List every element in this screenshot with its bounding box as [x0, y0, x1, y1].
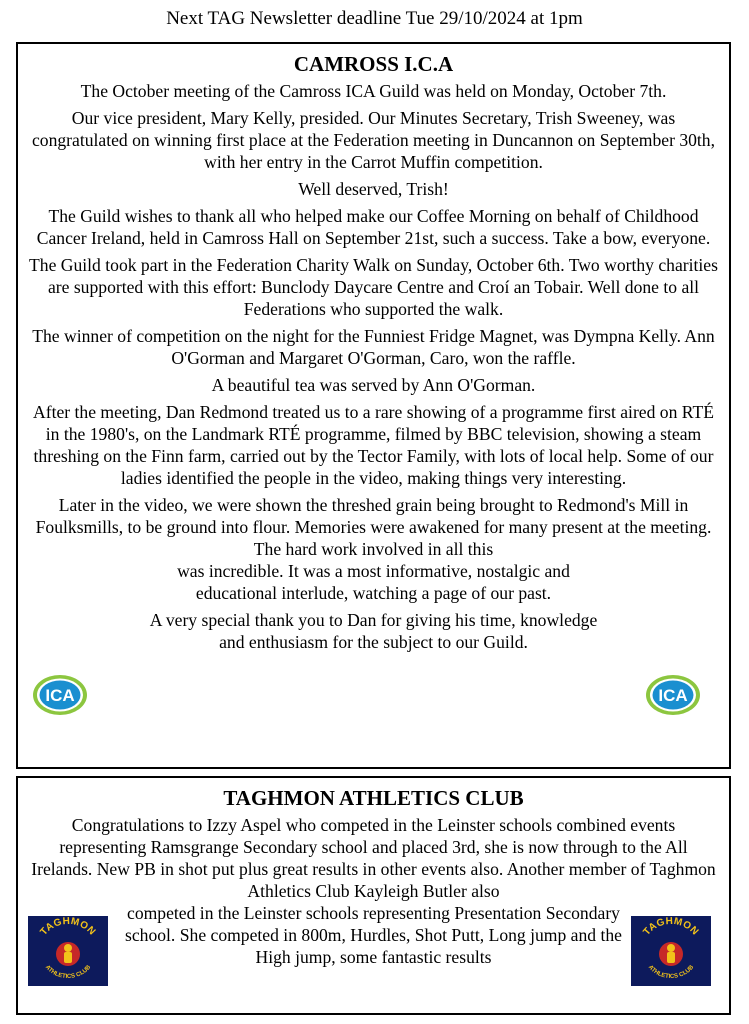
taghmon-paragraph: competed in the Leinster schools representing Presentation Secondary school. She competed in 800m, Hurdles, Shot Putt, Long jump and the High jump, some fantastic results [125, 903, 622, 967]
camross-paragraph: After the meeting, Dan Redmond treated us to a rare showing of a programme first aired on RTÉ in the 1980's, on the Landmark RTÉ programme, filmed by BBC television, showing a steam threshing on the Finn farm, carried out by the Tector Family, with lots of local help. Some of our ladies identified the people in the video, making things very interesting. [33, 402, 714, 488]
athletics-club-logo-right [631, 916, 711, 986]
ica-logo-left [32, 674, 88, 716]
camross-paragraph: Well deserved, Trish! [298, 179, 449, 199]
athletics-logo-bottom-text: ATHLETICS CLUB [43, 964, 93, 981]
taghmon-title: TAGHMON ATHLETICS CLUB [223, 786, 524, 810]
camross-title: CAMROSS I.C.A [293, 52, 454, 76]
taghmon-athletics-section [16, 776, 731, 1015]
camross-ica-section [16, 42, 731, 769]
camross-paragraph: was incredible. It was a most informative, nostalgic and educational interlude, watching a page of our past. [177, 561, 570, 603]
athletics-logo-bottom-text: ATHLETICS CLUB [646, 964, 696, 981]
camross-paragraph: The Guild took part in the Federation Charity Walk on Sunday, October 6th. Two worthy charities are supported with this effort: Bunclody Daycare Centre and Croí an Tobair. Well done to all Federations who supported the walk. [29, 255, 718, 319]
camross-paragraph: The October meeting of the Camross ICA Guild was held on Monday, October 7th. [80, 81, 667, 101]
athletics-logo-top-text: TAGHMON [38, 916, 98, 938]
athletics-logo-top-text: TAGHMON [641, 916, 701, 938]
taghmon-paragraph: Congratulations to Izzy Aspel who competed in the Leinster schools combined events representing Ramsgrange Secondary school and placed 3rd, she is now through to the All Irelands. New PB in shot put plus great results in other events also. Another member of Taghmon Athletics Club Kayleigh Butler also [31, 815, 716, 901]
ica-logo-right [645, 674, 701, 716]
camross-paragraph: The winner of competition on the night for the Funniest Fridge Magnet, was Dympna Kelly. Ann O'Gorman and Margaret O'Gorman, Caro, won the raffle. [32, 326, 715, 368]
athletics-club-logo-left [28, 916, 108, 986]
camross-paragraph: Our vice president, Mary Kelly, presided. Our Minutes Secretary, Trish Sweeney, was congratulated on winning first place at the Federation meeting in Duncannon on September 30th, with her entry in the Carrot Muffin competition. [31, 108, 716, 172]
camross-paragraph: A very special thank you to Dan for giving his time, knowledge and enthusiasm for the subject to our Guild. [149, 610, 598, 652]
ica-logo-text: ICA [658, 686, 688, 705]
camross-paragraph: A beautiful tea was served by Ann O'Gorman. [211, 375, 536, 395]
camross-paragraph: The Guild wishes to thank all who helped make our Coffee Morning on behalf of Childhood Cancer Ireland, held in Camross Hall on September 21st, such a success. Take a bow, everyone. [36, 206, 711, 248]
ica-logo-text: ICA [45, 686, 75, 705]
newsletter-deadline: Next TAG Newsletter deadline Tue 29/10/2024 at 1pm [166, 8, 583, 29]
camross-paragraph: Later in the video, we were shown the threshed grain being brought to Redmond's Mill in Foulksmills, to be ground into flour. Memories were awakened for many present at the meeting. The hard work involved in all this [35, 495, 712, 559]
